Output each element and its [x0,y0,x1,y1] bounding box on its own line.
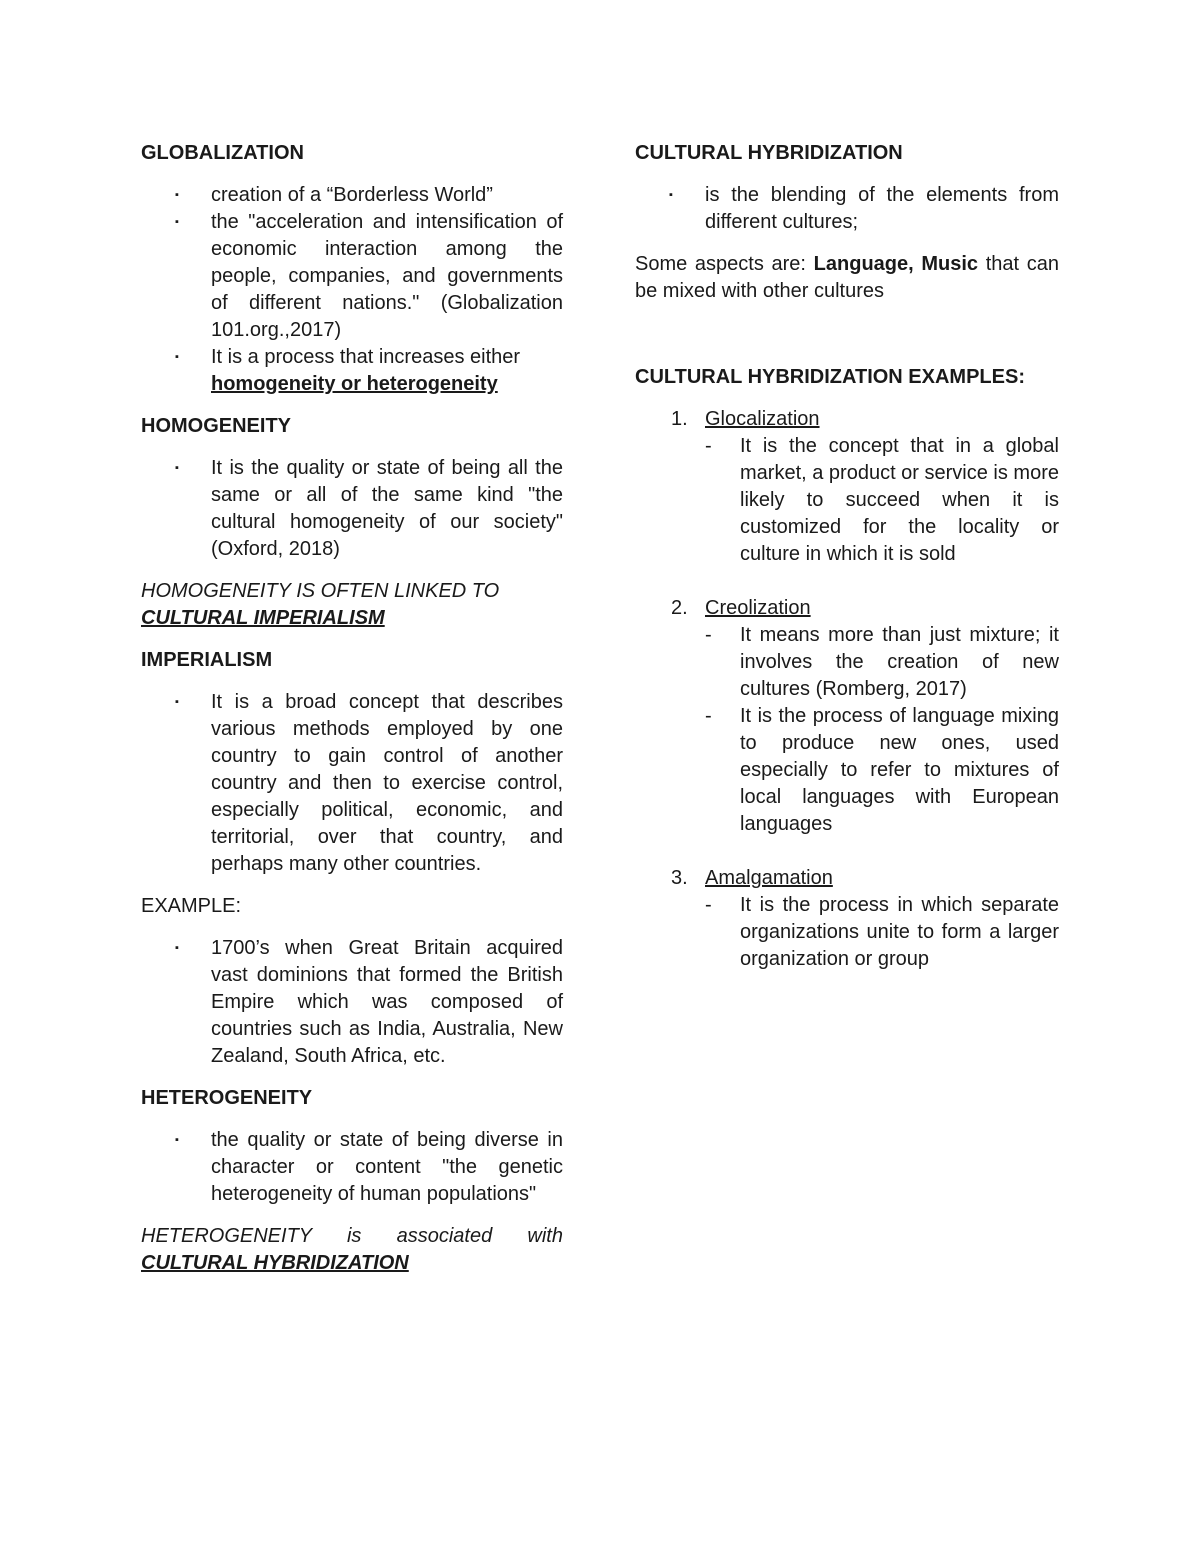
example-list [141,935,563,1070]
heterogeneity-note-emphasis-line [141,1250,563,1277]
examples-list [635,406,1059,973]
list-item: ▪ 1700’s when Great Britain acquired vast dominions that formed the British Empire which was composed of countries such as India, Australia, New Zealand, South Africa, etc. [175,937,563,1067]
item-number: 2. [671,597,688,619]
heading-imperialism: IMPERIALISM [141,649,273,671]
dash-icon: - [705,894,712,916]
bullet-icon: ▪ [175,696,179,708]
item-title: Glocalization [705,408,820,430]
heading-heterogeneity: HETEROGENEITY [141,1087,313,1109]
imperialism-list [141,689,563,878]
list-item: ▪ the quality or state of being diverse in character or content "the genetic heterogeneity of human populations" [175,1129,563,1205]
heading-example: EXAMPLE: [141,895,242,917]
homogeneity-list [141,455,563,563]
heading-homogeneity: HOMOGENEITY [141,415,292,437]
dash-icon: - [705,435,712,457]
sub-item: - It is the process in which separate organizations unite to form a larger organization or group [705,894,1059,970]
item-number: 1. [671,408,688,430]
sub-item: - It means more than just mixture; it involves the creation of new cultures (Romberg, 2017) [705,624,1059,700]
bullet-icon: ▪ [175,1134,179,1146]
bullet-icon: ▪ [175,189,179,201]
heading-cultural-hybridization: CULTURAL HYBRIDIZATION [635,142,903,164]
list-item: ▪ It is a process that increases either homogeneity or heterogeneity [175,346,521,395]
sub-list [705,892,1059,973]
heterogeneity-note: HETEROGENEITY is associated with [141,1225,563,1247]
list-item: ▪ creation of a “Borderless World” [141,182,563,209]
heterogeneity-list [141,1127,563,1208]
sub-item: - It is the concept that in a global market, a product or service is more likely to succeed when it is customized for the locality or culture in which it is sold [705,435,1059,565]
bullet-icon: ▪ [175,462,179,474]
sub-item: - It is the process of language mixing to produce new ones, used especially to refer to mixtures of local languages with European languages [705,705,1059,835]
homogeneity-note: HOMOGENEITY IS OFTEN LINKED TO CULTURAL IMPERIALISM [141,580,500,629]
bullet-icon: ▪ [175,351,179,363]
list-item: ▪ is the blending of the elements from different cultures; [669,184,1059,233]
bullet-icon: ▪ [669,189,673,201]
item-title: Creolization [705,597,811,619]
list-item: ▪ It is a broad concept that describes various methods employed by one country to gain control of another country and then to exercise control, especially political, economic, and territorial, over that country, and perhaps many other countries. [175,691,563,875]
cultural-imperialism-emphasis: CULTURAL IMPERIALISM [141,607,385,629]
spacer [635,838,1059,865]
item-title: Amalgamation [705,867,833,889]
list-item-glocalization [635,406,1059,568]
list-item-creolization [635,595,1059,838]
heading-hybridization-examples: CULTURAL HYBRIDIZATION EXAMPLES: [635,366,1025,388]
bullet-icon: ▪ [175,216,179,228]
heading-globalization: GLOBALIZATION [141,142,304,164]
list-item: ▪ It is the quality or state of being all the same or all of the same kind "the cultural homogeneity of our society" (Oxford, 2018) [175,457,563,560]
right-column [635,140,1059,973]
list-item: ▪ the "acceleration and intensification of economic interaction among the people, companies, and governments of different nations." (Globalization 101.org.,2017) [175,211,563,341]
globalization-list [141,182,563,398]
sub-list [705,622,1059,838]
dash-icon: - [705,705,712,727]
item-number: 3. [671,867,688,889]
dash-icon: - [705,624,712,646]
hybridization-list [635,182,1059,236]
aspects-bold: Language, Music [813,253,979,275]
cultural-hybridization-emphasis: CULTURAL HYBRIDIZATION [141,1252,409,1274]
homogeneity-heterogeneity-emphasis: homogeneity or heterogeneity [211,373,498,395]
left-column [141,140,563,1277]
spacer [635,568,1059,595]
aspects-paragraph: Some aspects are: Language, Music that can be mixed with other cultures [635,253,1060,302]
sub-list [705,433,1059,568]
list-item-amalgamation [635,865,1059,973]
bullet-icon: ▪ [175,942,179,954]
